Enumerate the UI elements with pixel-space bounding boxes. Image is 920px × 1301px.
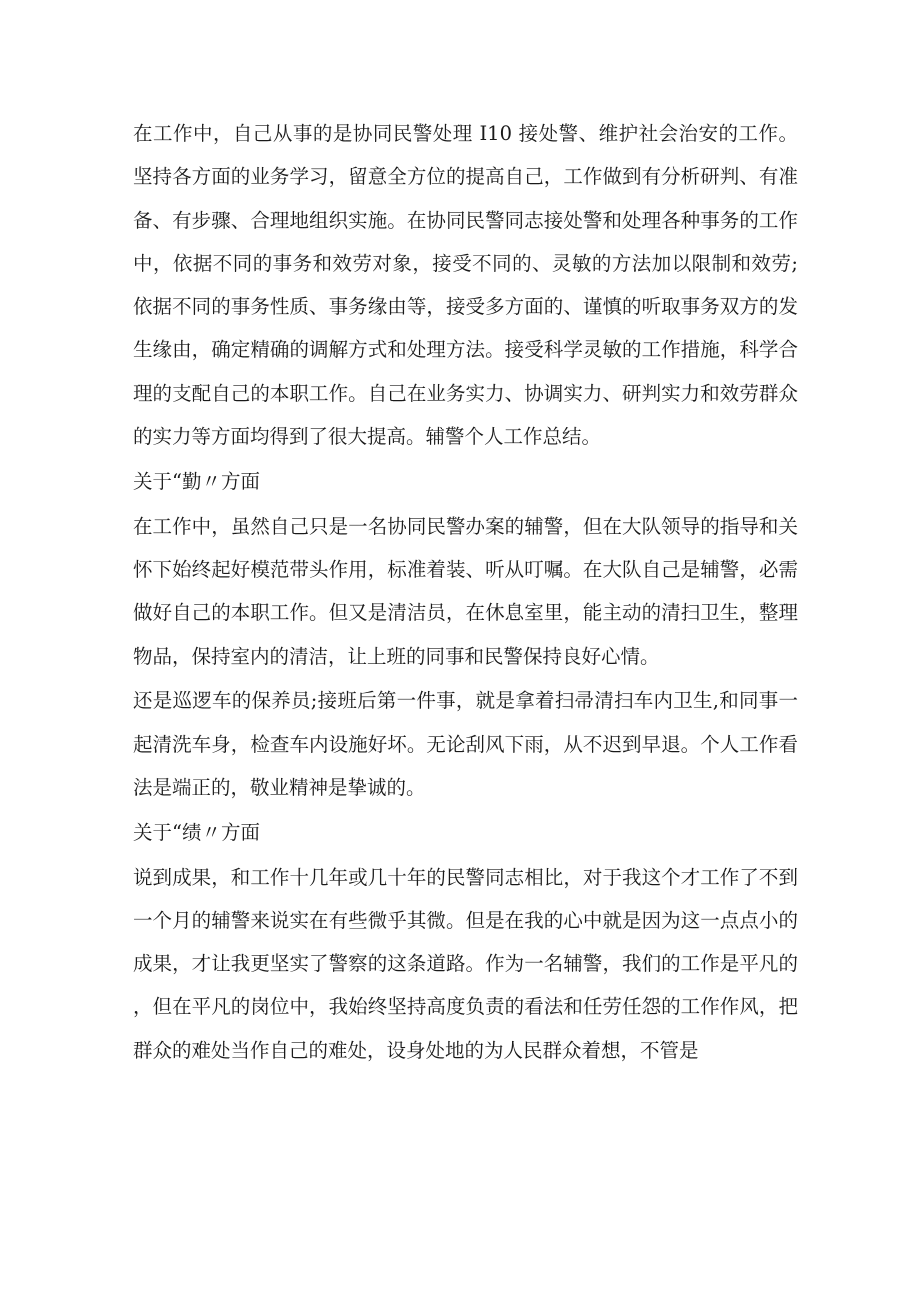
paragraph-diligence-role: 在工作中，虽然自己只是一名协同民警办案的辅警，但在大队领导的指导和关怀下始终起好模范带头作用，标准着装、听从叮嘱。在大队自己是辅警，必需做好自己的本职工作。但又是清洁员，在休息室里，能主动的清扫卫生，整理物品，保持室内的清洁，让上班的同事和民警保持良好心情。: [133, 514, 798, 668]
section-heading-diligence: 关于“勤〃方面: [133, 469, 260, 493]
document-body: [133, 112, 798, 1074]
paragraph-patrol-car-maintenance: 还是巡逻车的保养员;接班后第一件事，就是拿着扫帚清扫车内卫生,和同事一起清洗车身，检查车内设施好坏。无论刮风下雨，从不迟到早退。个人工作看法是端正的，敬业精神是挚诚的。: [133, 689, 798, 799]
paragraph-achievements: 说到成果，和工作十几年或几十年的民警同志相比，对于我这个才工作了不到一个月的辅警来说实在有些微乎其微。但是在我的心中就是因为这一点点小的成果，才让我更坚实了警察的这条道路。作为一名辅警，我们的工作是平凡的，但在平凡的岗位中，我始终坚持高度负责的看法和任劳任怨的工作作风，把群众的难处当作自己的难处，设身处地的为人民群众着想，不管是: [133, 865, 798, 1062]
paragraph-work-duties: 在工作中，自己从事的是协同民警处理 I10 接处警、维护社会治安的工作。坚持各方面的业务学习，留意全方位的提高自己，工作做到有分析研判、有准备、有步骤、合理地组织实施。在协同民警同志接处警和处理各种事务的工作中，依据不同的事务和效劳对象，接受不同的、灵敏的方法加以限制和效劳;依据不同的事务性质、事务缘由等，接受多方面的、谨慎的听取事务双方的发生缘由，确定精确的调解方式和处理方法。接受科学灵敏的工作措施，科学合理的支配自己的本职工作。自己在业务实力、协调实力、研判实力和效劳群众的实力等方面均得到了很大提高。辅警个人工作总结。: [133, 122, 798, 449]
section-heading-achievements: 关于“绩〃方面: [133, 820, 260, 844]
